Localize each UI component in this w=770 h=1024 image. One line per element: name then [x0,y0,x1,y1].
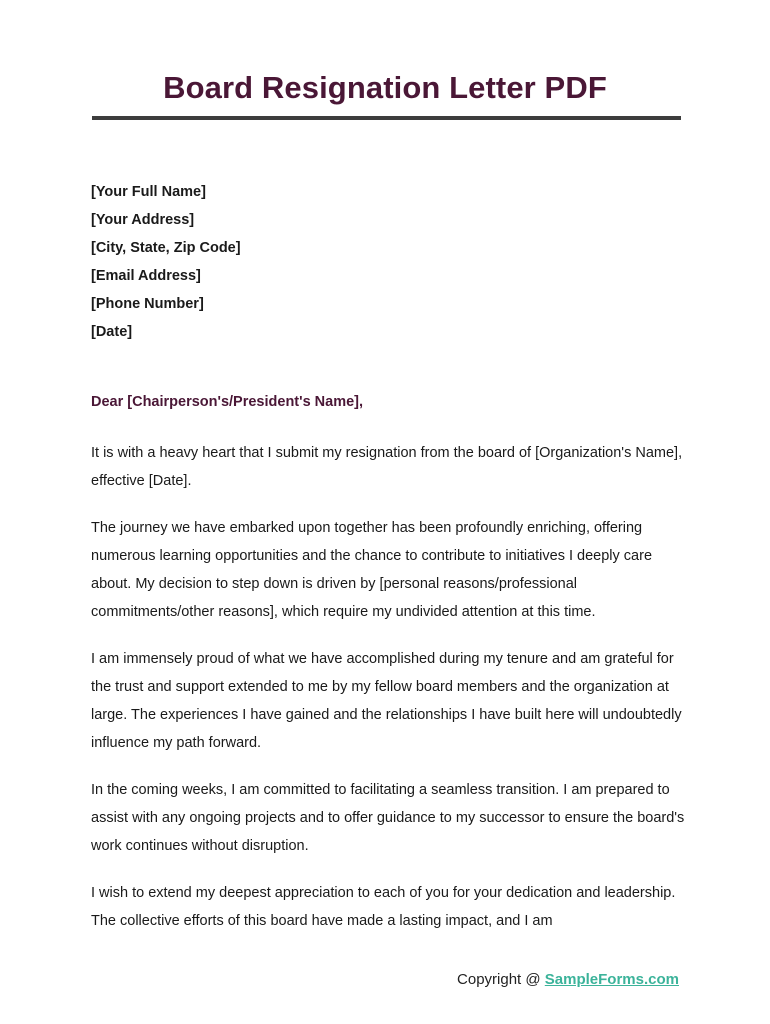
letter-date: [Date] [91,324,133,340]
sender-city-state-zip: [City, State, Zip Code] [91,240,241,256]
paragraph-intro: It is with a heavy heart that I submit my resignation from the board of [Organization's Name], effective [Date]. [91,445,683,489]
letter-body [91,439,691,954]
sender-phone: [Phone Number] [91,296,204,312]
page-title: Board Resignation Letter PDF [163,70,607,105]
paragraph-reasons: The journey we have embarked upon together has been profoundly enriching, offering numerous learning opportunities and the chance to contribute to initiatives I deeply care about. My decision to step down is driven by [personal reasons/professional commitments/other reasons], which require my undivided attention at this time. [91,520,653,620]
sender-address: [Your Address] [91,212,195,228]
salutation: Dear [Chairperson's/President's Name], [91,394,364,410]
paragraph-gratitude: I am immensely proud of what we have accomplished during my tenure and am grateful for the trust and support extended to me by my fellow board members and the organization at large. The experiences I have gained and the relationships I have built here will undoubtedly influence my path forward. [91,651,682,751]
paragraph-appreciation: I wish to extend my deepest appreciation to each of you for your dedication and leadership. The collective efforts of this board have made a lasting impact, and I am [91,885,676,929]
copyright-footer [457,971,679,988]
sender-full-name: [Your Full Name] [91,184,206,200]
sender-email: [Email Address] [91,268,201,284]
paragraph-transition: In the coming weeks, I am committed to facilitating a seamless transition. I am prepared to assist with any ongoing projects and to offer guidance to my successor to ensure the board's work continues without disruption. [91,782,685,854]
brand-link[interactable]: SampleForms.com [544,971,679,988]
sender-address-block [91,178,241,346]
copyright-label: Copyright @ [457,971,545,988]
title-divider [92,116,681,120]
